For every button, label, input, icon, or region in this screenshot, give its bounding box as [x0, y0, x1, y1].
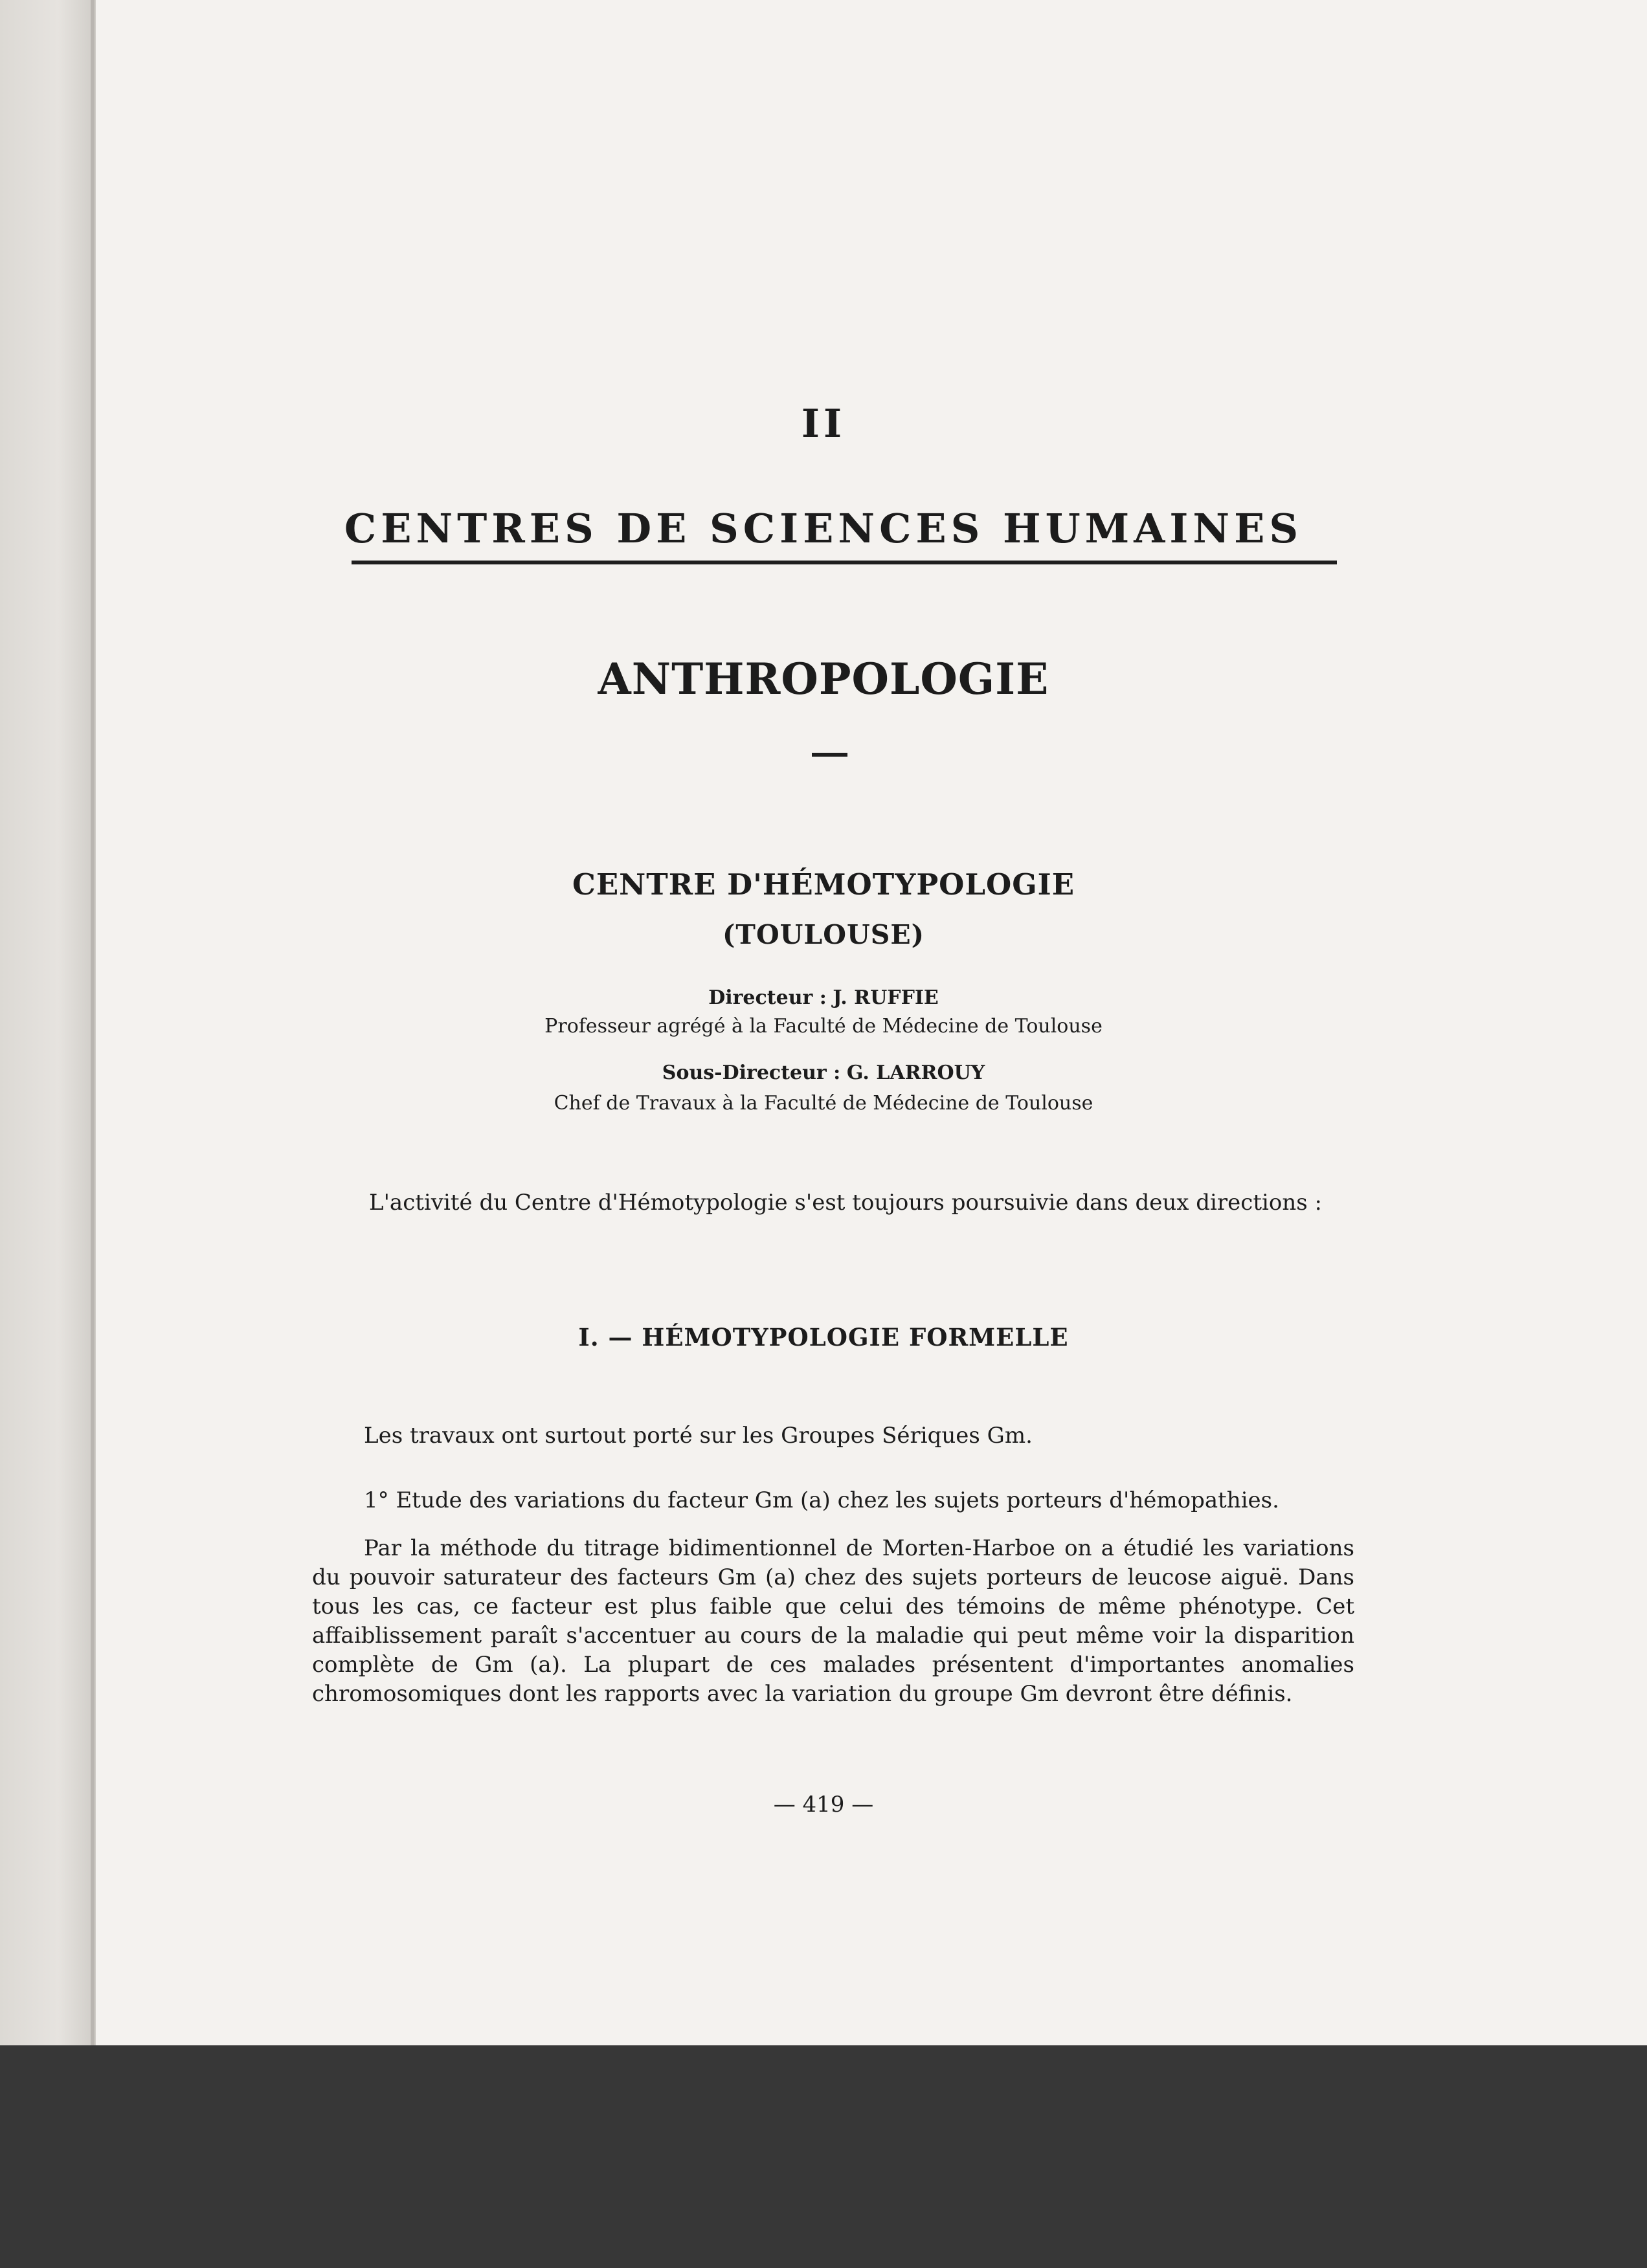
heading-separator	[812, 753, 847, 757]
section-lead: Les travaux ont surtout porté sur les Groupes Sériques Gm.	[364, 1423, 1033, 1449]
subdirector-title: Chef de Travaux à la Faculté de Médecine de Toulouse	[554, 1092, 1093, 1115]
centre-name: CENTRE D'HÉMOTYPOLOGIE	[572, 867, 1075, 902]
page-number: — 419 —	[773, 1792, 874, 1818]
director-line	[0, 986, 1647, 1009]
part-title: CENTRES DE SCIENCES HUMAINES	[344, 505, 1303, 552]
director-title: Professeur agrégé à la Faculté de Médecine de Toulouse	[544, 1015, 1103, 1038]
intro-text: L'activité du Centre d'Hémotypologie s'est toujours poursuivie dans deux directions :	[369, 1190, 1322, 1216]
subdirector-label: Sous-Directeur :	[662, 1062, 841, 1084]
discipline-heading: ANTHROPOLOGIE	[598, 654, 1049, 704]
director-name: J. RUFFIE	[833, 986, 939, 1009]
centre-city: (TOULOUSE)	[723, 919, 924, 950]
section-heading: I. — HÉMOTYPOLOGIE FORMELLE	[578, 1323, 1069, 1351]
section-item: 1° Etude des variations du facteur Gm (a) chez les sujets porteurs d'hémopathies.	[364, 1487, 1279, 1513]
scanner-bed-background	[0, 2045, 1647, 2268]
part-number: II	[801, 401, 846, 447]
director-label: Directeur :	[708, 986, 827, 1009]
subdirector-line	[0, 1062, 1647, 1084]
title-underline	[352, 561, 1337, 564]
subdirector-name: G. LARROUY	[846, 1062, 985, 1084]
body-paragraph: Par la méthode du titrage bidimentionnel de Morten-Harboe on a étudié les variations du pouvoir saturateur des facteurs Gm (a) chez des sujets porteurs de leucose aiguë. Dans tous les cas, ce facteur est plus faible que celui des témoins de même phénotype. Cet affaiblissement paraît s'accentuer au cours de la maladie qui peut même voir la disparition complète de Gm (a). La plupart de ces malades présentent d'importantes anomalies chromosomiques dont les rapports avec la variation du groupe Gm devront être définis.	[312, 1535, 1354, 1707]
